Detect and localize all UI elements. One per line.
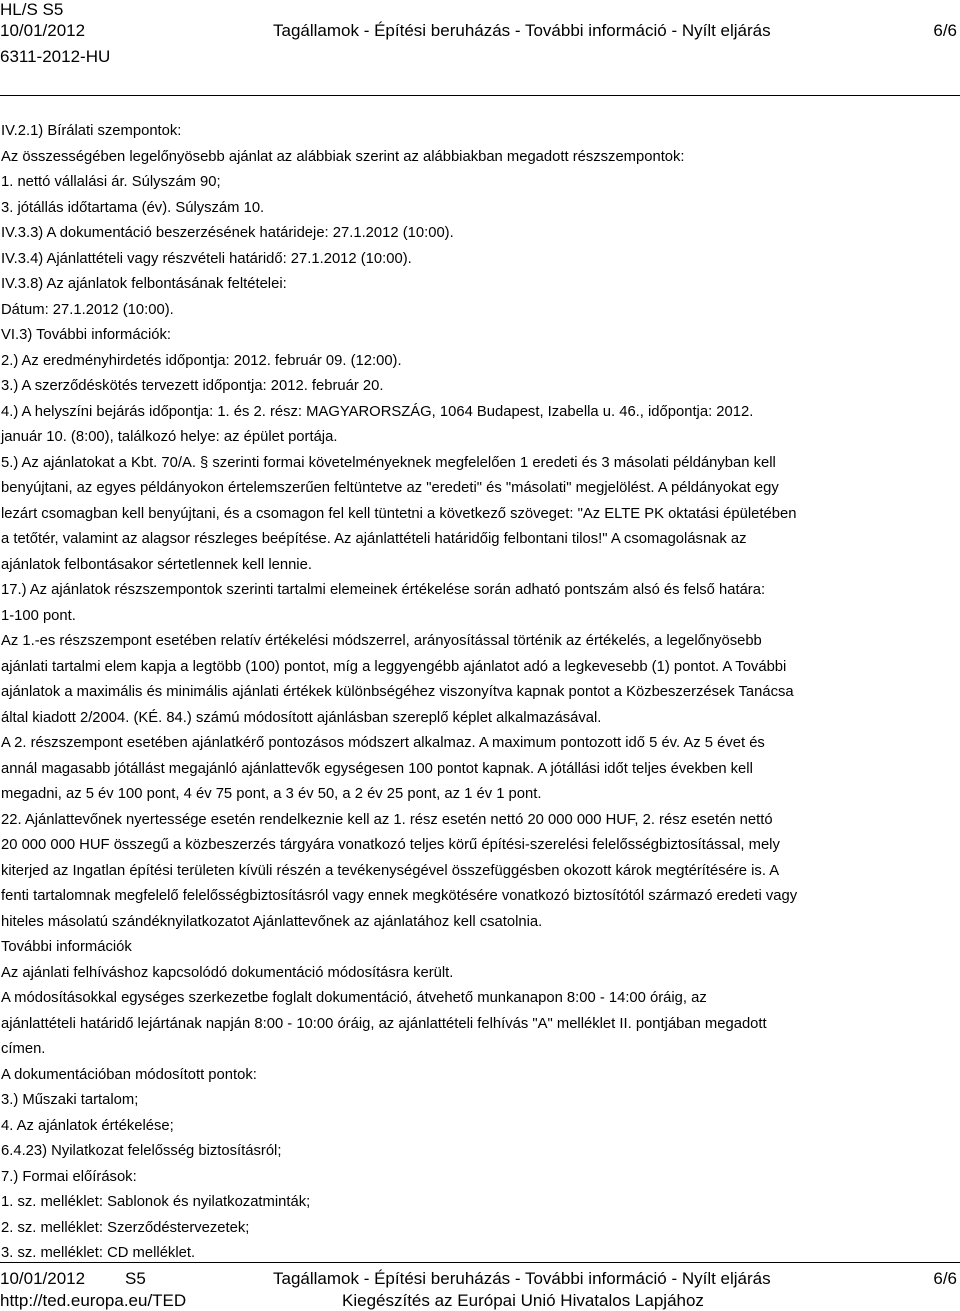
footer-url-link[interactable]: http://ted.europa.eu/TED [0, 1291, 187, 1310]
text-line: A módosításokkal egységes szerkezetbe foglalt dokumentáció, átvehető munkanapon 8:00 - 14:00 óráig, az [1, 990, 707, 1006]
text-line: 5.) Az ajánlatokat a Kbt. 70/A. § szerinti formai követelményeknek megfelelően 1 eredeti és 3 másolati példányban kell [1, 454, 776, 471]
text-line: 7.) Formai előírások: [1, 1168, 137, 1185]
text-line: lezárt csomagban kell benyújtani, és a csomagon fel kell tüntetni a következő szöveget: "Az ELTE PK oktatási épületében [1, 505, 797, 522]
header-date: 10/01/2012 [0, 21, 86, 40]
text-line: kiterjed az Ingatlan építési területen kívüli részén a tevékenységével összefüggésben okozott károk megtérítésére is. A [1, 862, 780, 879]
text-line: ajánlattételi határidő lejártának napján 8:00 - 10:00 óráig, az ajánlattételi felhívás "A" melléklet II. pontjában megadott [1, 1015, 767, 1032]
text-line: IV.3.8) Az ajánlatok felbontásának feltételei: [1, 276, 287, 292]
text-line: ajánlatok felbontásakor sértetlennek kell lennie. [1, 556, 312, 573]
footer-divider [0, 1262, 960, 1263]
text-line: hiteles másolatú szándéknyilatkozatot Ajánlattevőnek az ajánlatához kell csatolnia. [1, 913, 543, 930]
text-line: Az ajánlati felhíváshoz kapcsolódó dokumentáció módosításra került. [1, 964, 454, 981]
header-code: HL/S S5 [0, 0, 64, 19]
text-line: 1. sz. melléklet: Sablonok és nyilatkozatminták; [1, 1194, 311, 1210]
text-line: 22. Ajánlattevőnek nyertessége esetén rendelkeznie kell az 1. rész esetén nettó 20 000 000 HUF, 2. rész esetén nettó [1, 811, 773, 828]
text-line: 3. jótállás időtartama (év). Súlyszám 10. [1, 199, 265, 216]
footer-subtitle: Kiegészítés az Európai Unió Hivatalos Lapjához [342, 1291, 704, 1310]
text-line: Dátum: 27.1.2012 (10:00). [1, 301, 174, 318]
text-line: 1-100 pont. [1, 607, 76, 624]
text-line: A 2. részszempont esetében ajánlatkérő pontozásos módszert alkalmaz. A maximum pontozott idő 5 év. Az 5 évet és [1, 735, 765, 751]
text-line: 3. sz. melléklet: CD melléklet. [1, 1245, 196, 1261]
text-line: 6.4.23) Nyilatkozat felelősség biztosításról; [1, 1143, 282, 1159]
text-line: által kiadott 2/2004. (KÉ. 84.) számú módosított ajánlásban szereplő képlet alkalmazásával. [1, 709, 602, 726]
text-line: fenti tartalomnak megfelelő felelősségbiztosításról vagy ennek megkötésére vonatkozó biztosítótól származó eredeti vagy [1, 888, 798, 904]
text-line: ajánlatok a maximális és minimális ajánlati értékek különbségéhez viszonyítva kapnak pontot a Közbeszerzések Tanácsa [1, 684, 794, 700]
text-line: annál magasabb jótállást megajánló ajánlattevők egységesen 100 pontot kapnak. A jótállási időt teljes években kell [1, 760, 753, 777]
text-line: a tetőtér, valamint az alagsor részleges beépítése. Az ajánlattételi határidőig felbontani tilos!" A csomagolásnak az [1, 531, 747, 547]
text-line: 3.) A szerződéskötés tervezett időpontja: 2012. február 20. [1, 378, 384, 394]
text-line: 2.) Az eredményhirdetés időpontja: 2012. február 09. (12:00). [1, 352, 402, 369]
text-line: megadni, az 5 év 100 pont, 4 év 75 pont, a 3 év 50, a 2 év 25 pont, az 1 év 1 pont. [1, 786, 542, 802]
footer-series: S5 [125, 1269, 146, 1288]
footer-date: 10/01/2012 [0, 1269, 86, 1288]
page-header [0, 0, 960, 70]
header-title: Tagállamok - Építési beruházás - További információ - Nyílt eljárás [273, 21, 771, 40]
text-line: A dokumentációban módosított pontok: [1, 1066, 257, 1083]
text-line: január 10. (8:00), találkozó helye: az épület portája. [1, 429, 338, 445]
footer-title: Tagállamok - Építési beruházás - További információ - Nyílt eljárás [273, 1269, 771, 1288]
text-line: Az összességében legelőnyösebb ajánlat az alábbiak szerint az alábbiakban megadott részszempontok: [1, 148, 685, 165]
text-line: IV.3.4) Ajánlattételi vagy részvételi határidő: 27.1.2012 (10:00). [1, 250, 412, 267]
header-notice-id: 6311-2012-HU [0, 47, 111, 66]
text-line: IV.3.3) A dokumentáció beszerzésének határideje: 27.1.2012 (10:00). [1, 225, 454, 241]
text-line: címen. [1, 1041, 46, 1057]
text-line: VI.3) További információk: [1, 327, 171, 343]
header-divider [0, 95, 960, 96]
text-line: Az 1.-es részszempont esetében relatív értékelési módszerrel, arányosítással történik az értékelés, a legelőnyösebb [1, 633, 762, 649]
text-line: ajánlati tartalmi elem kapja a legtöbb (100) pontot, míg a leggyengébb ajánlatot adó a legkevesebb (1) pontot. A További [1, 658, 787, 675]
text-line: 17.) Az ajánlatok részszempontok szerinti tartalmi elemeinek értékelése során adható pontszám alsó és felső határa: [1, 582, 766, 598]
page-footer [0, 1262, 960, 1311]
text-line: 3.) Műszaki tartalom; [1, 1092, 139, 1108]
text-line: benyújtani, az egyes példányokon értelemszerűen feltüntetve az "eredeti" és "másolati" megjelölést. A példányokat egy [1, 480, 779, 496]
text-line: További információk [1, 939, 132, 955]
text-line: IV.2.1) Bírálati szempontok: [1, 123, 182, 139]
text-line: 20 000 000 HUF összegű a közbeszerzés tárgyára vonatkozó teljes körű építési-szerelési felelősségbiztosítással, mely [1, 837, 780, 853]
header-page-number: 6/6 [933, 21, 957, 40]
text-line: 4. Az ajánlatok értékelése; [1, 1117, 174, 1134]
document-body [1, 119, 956, 1267]
text-line: 1. nettó vállalási ár. Súlyszám 90; [1, 174, 221, 190]
text-line: 2. sz. melléklet: Szerződéstervezetek; [1, 1219, 250, 1236]
text-line: 4.) A helyszíni bejárás időpontja: 1. és 2. rész: MAGYARORSZÁG, 1064 Budapest, Izabella u. 46., időpontja: 2012. [1, 403, 754, 420]
footer-page-number: 6/6 [933, 1269, 957, 1288]
